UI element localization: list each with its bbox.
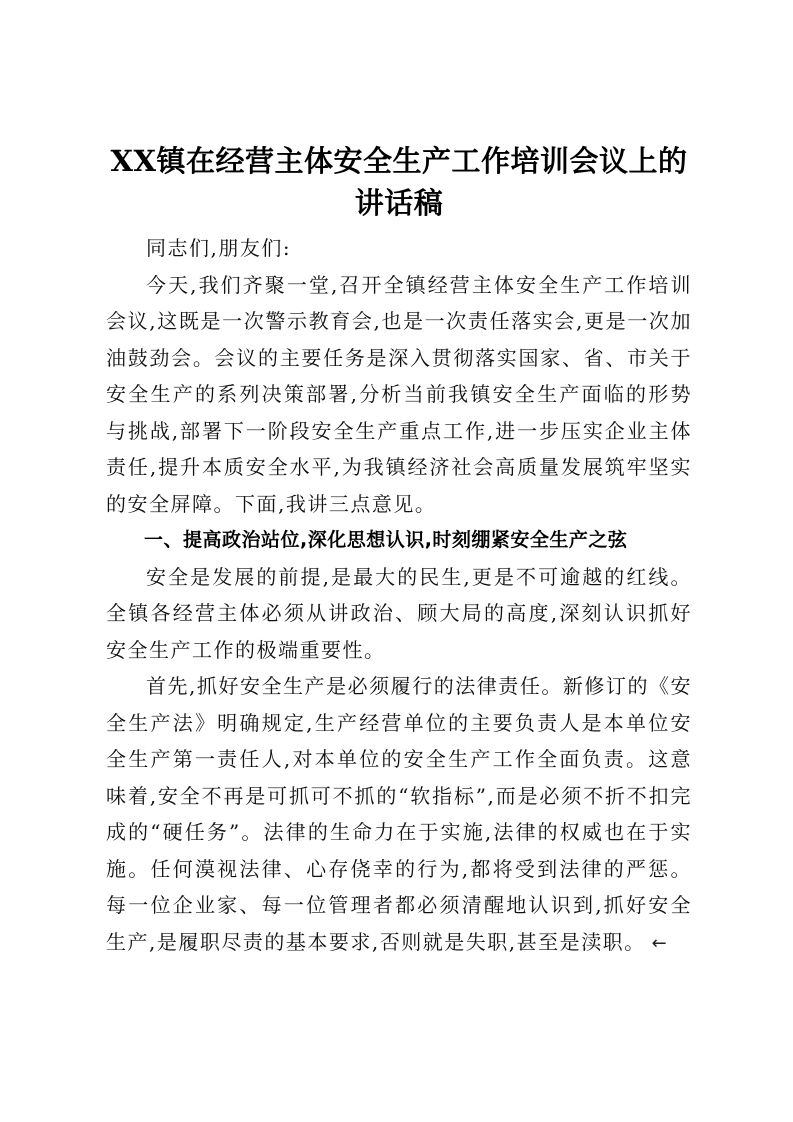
title-line-1: XX镇在经营主体安全生产工作培训会议上的 <box>110 144 688 178</box>
section-heading-1: 一、提高政治站位,深化思想认识,时刻绷紧安全生产之弦 <box>144 529 628 551</box>
section1-paragraph-1: 安全是发展的前提,是最大的民生,更是不可逾越的红线。全镇各经营主体必须从讲政治、顾大局的高度,深刻认识抓好安全生产工作的极端重要性。 <box>106 564 692 662</box>
section1-paragraph-2 <box>106 668 692 962</box>
document-content <box>106 140 692 962</box>
title-line-2: 讲话稿 <box>354 186 444 220</box>
paragraph-return-mark: ← <box>651 932 669 954</box>
section1-paragraph-2-text: 首先,抓好安全生产是必须履行的法律责任。新修订的《安全生产法》明确规定,生产经营单位的主要负责人是本单位安全生产第一责任人,对本单位的安全生产工作全面负责。这意味着,安全不再是可抓可不抓的“软指标”,而是必须不折不扣完成的“硬任务”。法律的生命力在于实施,法律的权威也在于实施。任何漠视法律、心存侥幸的行为,都将受到法律的严惩。每一位企业家、每一位管理者都必须清醒地认识到,抓好安全生产,是履职尽责的基本要求,否则就是失职,甚至是渎职。 <box>106 674 692 954</box>
document-body <box>106 230 692 962</box>
salutation: 同志们,朋友们: <box>146 236 292 260</box>
document-title <box>106 140 692 224</box>
intro-paragraph: 今天,我们齐聚一堂,召开全镇经营主体安全生产工作培训会议,这既是一次警示教育会,也是一次责任落实会,更是一次加油鼓劲会。会议的主要任务是深入贯彻落实国家、省、市关于安全生产的系列决策部署,分析当前我镇安全生产面临的形势与挑战,部署下一阶段安全生产重点工作,进一步压实企业主体责任,提升本质安全水平,为我镇经济社会高质量发展筑牢坚实的安全屏障。下面,我讲三点意见。 <box>106 272 692 516</box>
